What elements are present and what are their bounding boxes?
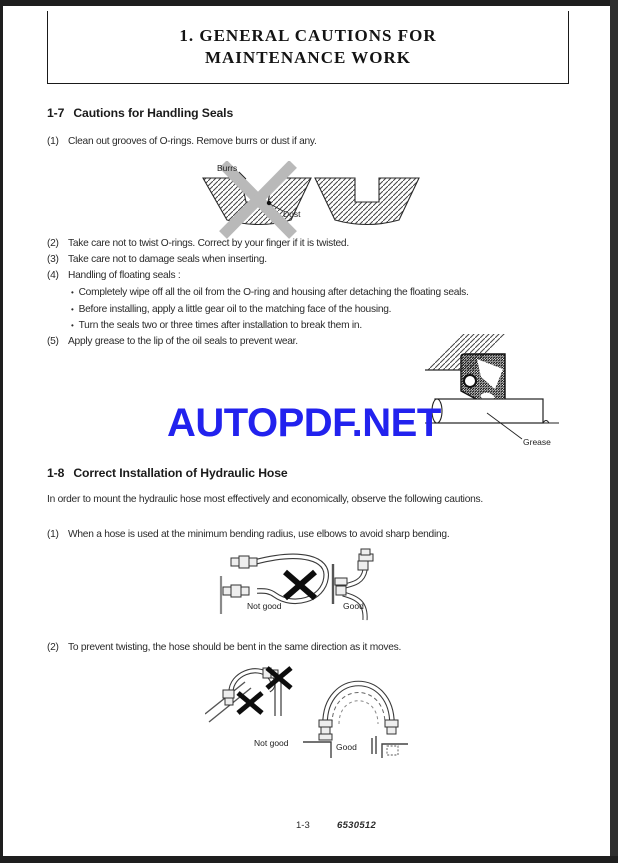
seals-subitem-3 (71, 320, 362, 332)
footer-doc-code: 6530512 (337, 820, 377, 831)
bullet-marker: • (71, 321, 74, 330)
hose-fitting (223, 556, 257, 597)
seals-item-5 (47, 336, 298, 347)
watermark-text: AUTOPDF.NET (167, 401, 441, 445)
not-good-label: Not good (247, 601, 282, 611)
hose-motion-dashed-1 (332, 693, 385, 725)
bullet-marker: • (71, 288, 74, 297)
hose-motion-dashed-2 (339, 701, 378, 724)
burrs-label: Burrs (217, 163, 238, 173)
subitem-text: Completely wipe off all the oil from the O-ring and housing after detaching the floating seals. (78, 287, 469, 298)
item-number: (2) (47, 238, 59, 249)
grease-label: Grease (523, 437, 551, 447)
item-text: Take care not to damage seals when inserting. (68, 254, 267, 265)
item-number: (1) (47, 136, 59, 147)
seals-subitem-2 (71, 304, 391, 316)
section-number: 1-7 (47, 106, 65, 120)
scan-edge-bottom (0, 856, 618, 863)
scan-edge-top (0, 0, 618, 6)
item-number: (4) (47, 270, 59, 281)
chapter-title-line1: 1. GENERAL CAUTIONS FOR (179, 26, 437, 45)
section-heading-seals (47, 106, 233, 120)
hose-intro: In order to mount the hydraulic hose most effectively and economically, observe the following cautions. (47, 494, 483, 505)
chapter-title-line2: MAINTENANCE WORK (204, 48, 411, 67)
item-number: (5) (47, 336, 59, 347)
figure-hose-bending (205, 548, 405, 622)
not-good-label: Not good (254, 738, 289, 748)
fitting-hidden-dashed (387, 746, 398, 755)
hose-arch (325, 684, 392, 725)
subitem-text: Turn the seals two or three times after installation to break them in. (78, 320, 362, 331)
section-heading-hose (47, 466, 288, 480)
subitem-text: Before installing, apply a little gear oil to the matching face of the housing. (78, 304, 392, 315)
hose-item-1 (47, 529, 449, 540)
figure-oil-seal-grease (425, 333, 565, 450)
shaft (435, 399, 543, 423)
seals-item-3 (47, 254, 267, 265)
item-number: (1) (47, 529, 59, 540)
item-number: (2) (47, 642, 59, 653)
item-text: Clean out grooves of O-rings. Remove burrs or dust if any. (68, 136, 317, 147)
footer-page-number: 1-3 (296, 820, 310, 831)
figure-hose-twisting (205, 662, 410, 758)
item-text: When a hose is used at the minimum bending radius, use elbows to avoid sharp bending. (68, 529, 450, 540)
figure-oring-grooves (193, 161, 428, 239)
garter-spring (464, 375, 476, 387)
item-text: Handling of floating seals : (68, 270, 181, 281)
elbow-fitting (335, 549, 373, 595)
item-text: Apply grease to the lip of the oil seals to prevent wear. (68, 336, 298, 347)
seals-item-4 (47, 270, 181, 281)
section-title: Correct Installation of Hydraulic Hose (73, 466, 288, 480)
item-text: Take care not to twist O-rings. Correct by your finger if it is twisted. (68, 238, 349, 249)
hose-fitting (319, 720, 398, 740)
section-number: 1-8 (47, 466, 65, 480)
seals-item-1 (47, 136, 317, 147)
dust-label: Dust (283, 209, 301, 219)
item-text: To prevent twisting, the hose should be bent in the same direction as it moves. (68, 642, 402, 653)
chapter-header-box (47, 11, 569, 84)
hose-item-2 (47, 642, 401, 653)
item-number: (3) (47, 254, 59, 265)
seals-subitem-1 (71, 287, 469, 299)
groove-clean (315, 178, 419, 225)
good-label: Good (343, 601, 364, 611)
good-label: Good (336, 742, 357, 752)
section-title: Cautions for Handling Seals (73, 106, 234, 120)
seals-item-2 (47, 238, 349, 249)
scan-edge-right (610, 0, 618, 863)
scan-edge-left (0, 0, 3, 863)
cross-out-mark (285, 572, 315, 598)
bullet-marker: • (71, 305, 74, 314)
